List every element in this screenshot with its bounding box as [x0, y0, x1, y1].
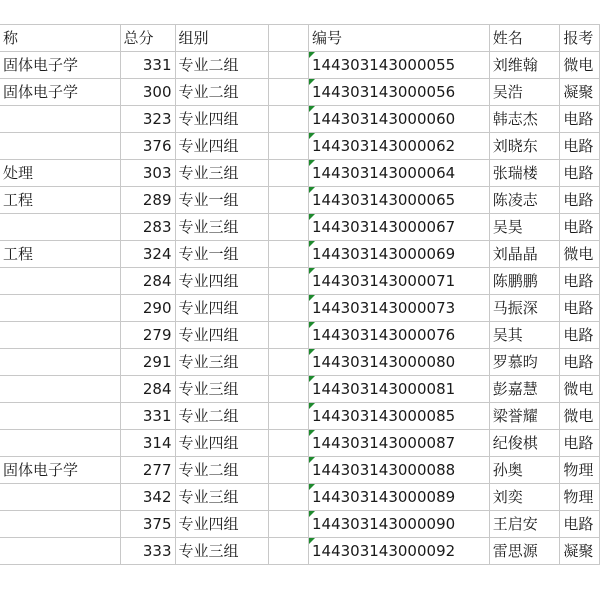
group-cell[interactable]: 专业四组	[175, 295, 268, 322]
empty-cell[interactable]	[268, 430, 308, 457]
major-cell[interactable]: 电路	[560, 295, 600, 322]
empty-cell[interactable]	[268, 349, 308, 376]
table-row	[0, 511, 308, 538]
person-cell[interactable]: 雷思源	[489, 538, 560, 565]
empty-cell[interactable]	[268, 268, 308, 295]
score-cell[interactable]: 324	[120, 241, 175, 268]
id-cell[interactable]	[309, 160, 490, 187]
empty-cell[interactable]	[268, 187, 308, 214]
major-cell[interactable]: 微电	[560, 376, 600, 403]
person-cell[interactable]: 王启安	[489, 511, 560, 538]
name-cell[interactable]: 固体电子学	[0, 79, 120, 106]
major-cell[interactable]: 电路	[560, 133, 600, 160]
name-cell[interactable]	[0, 376, 120, 403]
score-cell[interactable]: 289	[120, 187, 175, 214]
score-cell[interactable]: 303	[120, 160, 175, 187]
table-row	[309, 241, 600, 268]
person-cell[interactable]: 陈凌志	[489, 187, 560, 214]
table-row	[0, 538, 308, 565]
id-cell[interactable]	[309, 106, 490, 133]
table-row	[309, 52, 600, 79]
name-cell[interactable]	[0, 322, 120, 349]
table-row	[0, 349, 308, 376]
id-text: 144303143000089	[312, 488, 456, 506]
empty-cell[interactable]	[268, 322, 308, 349]
table-row	[0, 322, 308, 349]
id-text: 144303143000060	[312, 110, 456, 128]
id-text: 144303143000062	[312, 137, 456, 155]
person-cell[interactable]: 纪俊棋	[489, 430, 560, 457]
table-row	[0, 457, 308, 484]
header-score-cell[interactable]: 总分	[120, 25, 175, 52]
table-row	[0, 133, 308, 160]
id-text: 144303143000071	[312, 272, 456, 290]
id-text: 144303143000065	[312, 191, 456, 209]
name-cell[interactable]: 工程	[0, 241, 120, 268]
name-cell[interactable]	[0, 214, 120, 241]
id-text: 144303143000088	[312, 461, 456, 479]
group-cell[interactable]: 专业三组	[175, 376, 268, 403]
score-cell[interactable]: 331	[120, 403, 175, 430]
group-cell[interactable]: 专业四组	[175, 133, 268, 160]
major-cell[interactable]: 凝聚	[560, 538, 600, 565]
table-row	[309, 457, 600, 484]
table-row	[309, 79, 600, 106]
left-table	[0, 24, 309, 565]
table-row	[0, 52, 308, 79]
id-text: 144303143000064	[312, 164, 456, 182]
left-header-row	[0, 25, 308, 52]
name-cell[interactable]: 处理	[0, 160, 120, 187]
score-cell[interactable]: 300	[120, 79, 175, 106]
major-cell[interactable]: 电路	[560, 106, 600, 133]
person-cell[interactable]: 陈鹏鹏	[489, 268, 560, 295]
major-cell[interactable]: 电路	[560, 268, 600, 295]
header-id-cell[interactable]: 编号	[309, 25, 490, 52]
id-text: 144303143000076	[312, 326, 456, 344]
person-cell[interactable]: 马振深	[489, 295, 560, 322]
score-cell[interactable]: 375	[120, 511, 175, 538]
major-cell[interactable]: 电路	[560, 322, 600, 349]
id-text: 144303143000067	[312, 218, 456, 236]
right-table	[308, 24, 600, 565]
person-cell[interactable]: 刘维翰	[489, 52, 560, 79]
major-cell[interactable]: 物理	[560, 457, 600, 484]
person-cell[interactable]: 刘晓东	[489, 133, 560, 160]
empty-cell[interactable]	[268, 241, 308, 268]
id-cell[interactable]	[309, 376, 490, 403]
major-cell[interactable]: 电路	[560, 511, 600, 538]
score-cell[interactable]: 291	[120, 349, 175, 376]
score-cell[interactable]: 290	[120, 295, 175, 322]
id-cell[interactable]	[309, 268, 490, 295]
table-row	[309, 214, 600, 241]
name-cell[interactable]	[0, 268, 120, 295]
empty-cell[interactable]	[268, 403, 308, 430]
group-cell[interactable]: 专业四组	[175, 511, 268, 538]
person-cell[interactable]: 罗慕昀	[489, 349, 560, 376]
major-cell[interactable]: 电路	[560, 349, 600, 376]
name-cell[interactable]: 固体电子学	[0, 457, 120, 484]
score-cell[interactable]: 284	[120, 268, 175, 295]
id-text: 144303143000073	[312, 299, 456, 317]
table-row	[309, 538, 600, 565]
table-row	[309, 403, 600, 430]
person-cell[interactable]: 彭嘉慧	[489, 376, 560, 403]
table-row	[0, 160, 308, 187]
table-row	[309, 295, 600, 322]
id-text: 144303143000090	[312, 515, 456, 533]
score-cell[interactable]: 323	[120, 106, 175, 133]
table-row	[0, 106, 308, 133]
score-cell[interactable]: 331	[120, 52, 175, 79]
id-cell[interactable]	[309, 538, 490, 565]
person-cell[interactable]: 吴其	[489, 322, 560, 349]
major-cell[interactable]: 微电	[560, 403, 600, 430]
empty-cell[interactable]	[268, 511, 308, 538]
score-cell[interactable]: 333	[120, 538, 175, 565]
person-cell[interactable]: 刘晶晶	[489, 241, 560, 268]
top-crop-area	[0, 0, 600, 24]
table-row	[0, 241, 308, 268]
group-cell[interactable]: 专业三组	[175, 484, 268, 511]
name-cell[interactable]	[0, 430, 120, 457]
table-row	[309, 322, 600, 349]
id-cell[interactable]	[309, 322, 490, 349]
name-cell[interactable]	[0, 133, 120, 160]
score-cell[interactable]: 342	[120, 484, 175, 511]
id-text: 144303143000069	[312, 245, 456, 263]
group-cell[interactable]: 专业四组	[175, 322, 268, 349]
id-text: 144303143000056	[312, 83, 456, 101]
score-cell[interactable]: 279	[120, 322, 175, 349]
name-cell[interactable]	[0, 295, 120, 322]
major-cell[interactable]: 电路	[560, 160, 600, 187]
id-text: 144303143000092	[312, 542, 456, 560]
id-text: 144303143000081	[312, 380, 456, 398]
id-text: 144303143000085	[312, 407, 456, 425]
empty-cell[interactable]	[268, 457, 308, 484]
major-cell[interactable]: 电路	[560, 187, 600, 214]
id-text: 144303143000087	[312, 434, 456, 452]
name-cell[interactable]	[0, 349, 120, 376]
person-cell[interactable]: 张瑞楼	[489, 160, 560, 187]
id-text: 144303143000055	[312, 56, 456, 74]
id-cell[interactable]	[309, 133, 490, 160]
right-header-row	[309, 25, 600, 52]
person-cell[interactable]: 孙奥	[489, 457, 560, 484]
id-cell[interactable]	[309, 241, 490, 268]
name-cell[interactable]	[0, 538, 120, 565]
score-cell[interactable]: 277	[120, 457, 175, 484]
empty-cell[interactable]	[268, 538, 308, 565]
person-cell[interactable]: 刘奕	[489, 484, 560, 511]
id-cell[interactable]	[309, 457, 490, 484]
group-cell[interactable]: 专业四组	[175, 268, 268, 295]
major-cell[interactable]: 电路	[560, 214, 600, 241]
score-cell[interactable]: 283	[120, 214, 175, 241]
table-row	[309, 484, 600, 511]
header-major-cell[interactable]: 报考	[560, 25, 600, 52]
empty-cell[interactable]	[268, 25, 308, 52]
table-row	[0, 187, 308, 214]
table-row	[0, 268, 308, 295]
id-cell[interactable]	[309, 79, 490, 106]
empty-cell[interactable]	[268, 214, 308, 241]
group-cell[interactable]: 专业二组	[175, 457, 268, 484]
person-cell[interactable]: 韩志杰	[489, 106, 560, 133]
table-row	[309, 349, 600, 376]
id-cell[interactable]	[309, 430, 490, 457]
score-cell[interactable]: 376	[120, 133, 175, 160]
header-group-cell[interactable]: 组别	[175, 25, 268, 52]
major-cell[interactable]: 微电	[560, 52, 600, 79]
name-cell[interactable]	[0, 484, 120, 511]
empty-cell[interactable]	[268, 106, 308, 133]
name-cell[interactable]: 工程	[0, 187, 120, 214]
table-row	[0, 295, 308, 322]
id-cell[interactable]	[309, 403, 490, 430]
name-cell[interactable]	[0, 511, 120, 538]
group-cell[interactable]: 专业三组	[175, 349, 268, 376]
table-row	[0, 79, 308, 106]
table-row	[309, 430, 600, 457]
group-cell[interactable]: 专业三组	[175, 538, 268, 565]
person-cell[interactable]: 吴浩	[489, 79, 560, 106]
name-cell[interactable]	[0, 403, 120, 430]
table-row	[309, 160, 600, 187]
header-name-cell[interactable]: 称	[0, 25, 120, 52]
empty-cell[interactable]	[268, 133, 308, 160]
group-cell[interactable]: 专业二组	[175, 79, 268, 106]
empty-cell[interactable]	[268, 376, 308, 403]
empty-cell[interactable]	[268, 160, 308, 187]
score-cell[interactable]: 284	[120, 376, 175, 403]
table-row	[309, 133, 600, 160]
id-cell[interactable]	[309, 484, 490, 511]
table-row	[309, 376, 600, 403]
header-person-cell[interactable]: 姓名	[489, 25, 560, 52]
table-row	[0, 376, 308, 403]
group-cell[interactable]: 专业二组	[175, 403, 268, 430]
id-cell[interactable]	[309, 187, 490, 214]
major-cell[interactable]: 电路	[560, 430, 600, 457]
group-cell[interactable]: 专业四组	[175, 430, 268, 457]
group-cell[interactable]: 专业三组	[175, 214, 268, 241]
table-row	[0, 430, 308, 457]
id-cell[interactable]	[309, 214, 490, 241]
empty-cell[interactable]	[268, 79, 308, 106]
person-cell[interactable]: 吴昊	[489, 214, 560, 241]
table-row	[309, 106, 600, 133]
group-cell[interactable]: 专业三组	[175, 160, 268, 187]
table-row	[309, 187, 600, 214]
group-cell[interactable]: 专业一组	[175, 187, 268, 214]
group-cell[interactable]: 专业二组	[175, 52, 268, 79]
empty-cell[interactable]	[268, 484, 308, 511]
id-text: 144303143000080	[312, 353, 456, 371]
empty-cell[interactable]	[268, 295, 308, 322]
bottom-crop-area	[0, 572, 600, 600]
table-row	[309, 268, 600, 295]
id-cell[interactable]	[309, 511, 490, 538]
major-cell[interactable]: 物理	[560, 484, 600, 511]
person-cell[interactable]: 梁誉耀	[489, 403, 560, 430]
id-cell[interactable]	[309, 349, 490, 376]
table-row	[309, 511, 600, 538]
group-cell[interactable]: 专业一组	[175, 241, 268, 268]
id-cell[interactable]	[309, 52, 490, 79]
major-cell[interactable]: 凝聚	[560, 79, 600, 106]
group-cell[interactable]: 专业四组	[175, 106, 268, 133]
name-cell[interactable]	[0, 106, 120, 133]
name-cell[interactable]: 固体电子学	[0, 52, 120, 79]
table-row	[0, 214, 308, 241]
id-cell[interactable]	[309, 295, 490, 322]
empty-cell[interactable]	[268, 52, 308, 79]
major-cell[interactable]: 微电	[560, 241, 600, 268]
table-row	[0, 484, 308, 511]
score-cell[interactable]: 314	[120, 430, 175, 457]
table-row	[0, 403, 308, 430]
